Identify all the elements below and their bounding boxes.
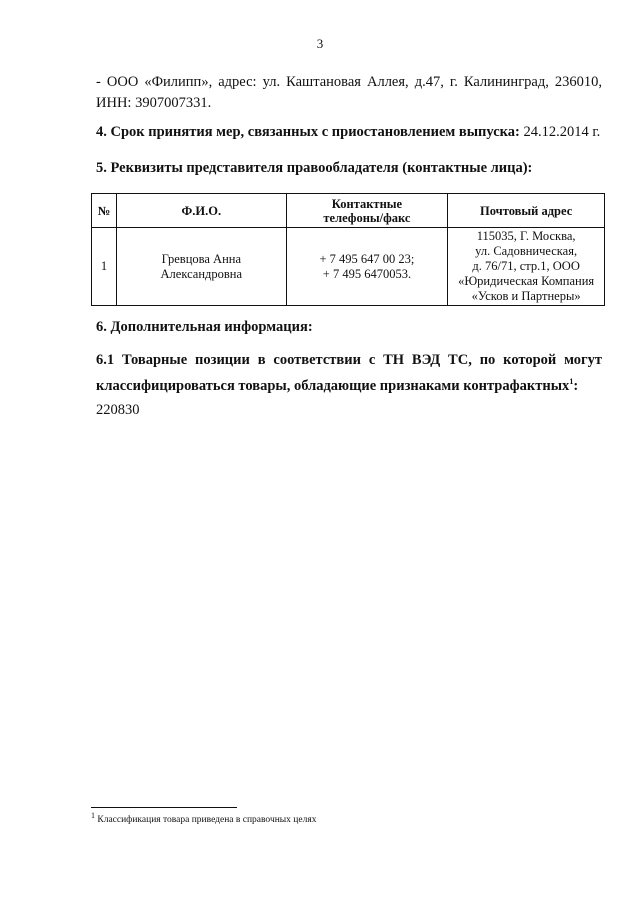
- cell-address-line: 115035, Г. Москва,: [476, 229, 576, 243]
- section-4-label: 4. Срок принятия мер, связанных с приостановлением выпуска:: [96, 124, 520, 140]
- section-6-1: [96, 350, 602, 397]
- footnote-text: Классификация товара приведена в справочных целях: [97, 815, 317, 826]
- cell-phone-2: + 7 495 6470053.: [322, 266, 412, 281]
- cell-num: 1: [92, 228, 117, 306]
- table-row: [92, 228, 605, 306]
- table-header-row: [92, 194, 605, 228]
- section-6-title-text: 6. Дополнительная информация:: [96, 319, 313, 335]
- footnote-divider: [91, 807, 237, 808]
- footnote-reference: 1: [569, 377, 574, 386]
- footnote-mark: 1: [91, 811, 95, 820]
- intro-paragraph: [96, 72, 602, 114]
- cell-address-line: «Усков и Партнеры»: [471, 289, 581, 303]
- section-6-title: [96, 319, 602, 336]
- footnote: [91, 811, 316, 825]
- section-6-1-line1: 6.1 Товарные позиции в соответствии с ТН ВЭД ТС, по которой могут: [96, 352, 602, 368]
- cell-phone-1: + 7 495 647 00 23;: [319, 251, 415, 266]
- cell-name-line2: Александровна: [160, 266, 243, 281]
- section-4-date: 24.12.2014 г.: [523, 124, 601, 140]
- cell-phones: [286, 228, 448, 306]
- section-5-title-text: 5. Реквизиты представителя правообладателя (контактные лица):: [96, 160, 533, 176]
- cell-address: [448, 228, 605, 306]
- cell-name-line1: Гревцова Анна: [161, 251, 242, 266]
- header-num: №: [92, 194, 117, 228]
- cell-address-line: «Юридическая Компания: [458, 274, 595, 288]
- header-phones-line2: телефоны/факс: [323, 210, 411, 225]
- section-6-1-colon: :: [573, 377, 579, 394]
- cell-name: [116, 228, 286, 306]
- contacts-table: [91, 193, 605, 306]
- section-6-1-line2-wrap: [96, 371, 602, 397]
- section-4: [96, 124, 602, 141]
- cell-address-line: ул. Садовническая,: [475, 244, 578, 258]
- section-6-1-line2: классифицироваться товары, обладающие признаками контрафактных: [96, 377, 570, 394]
- section-5-title: [96, 160, 602, 177]
- intro-line-1: - ООО «Филипп», адрес: ул. Каштановая Аллея, д.47, г. Калининград, 236010,: [96, 74, 602, 90]
- header-address: Почтовый адрес: [448, 194, 605, 228]
- header-name: Ф.И.О.: [116, 194, 286, 228]
- header-phones: [286, 194, 448, 228]
- page-number: 3: [316, 36, 324, 51]
- tn-ved-code: 220830: [96, 402, 140, 418]
- intro-line-2: ИНН: 3907007331.: [96, 95, 212, 111]
- header-phones-line1: Контактные: [331, 196, 403, 211]
- cell-address-line: д. 76/71, стр.1, ООО: [472, 259, 580, 273]
